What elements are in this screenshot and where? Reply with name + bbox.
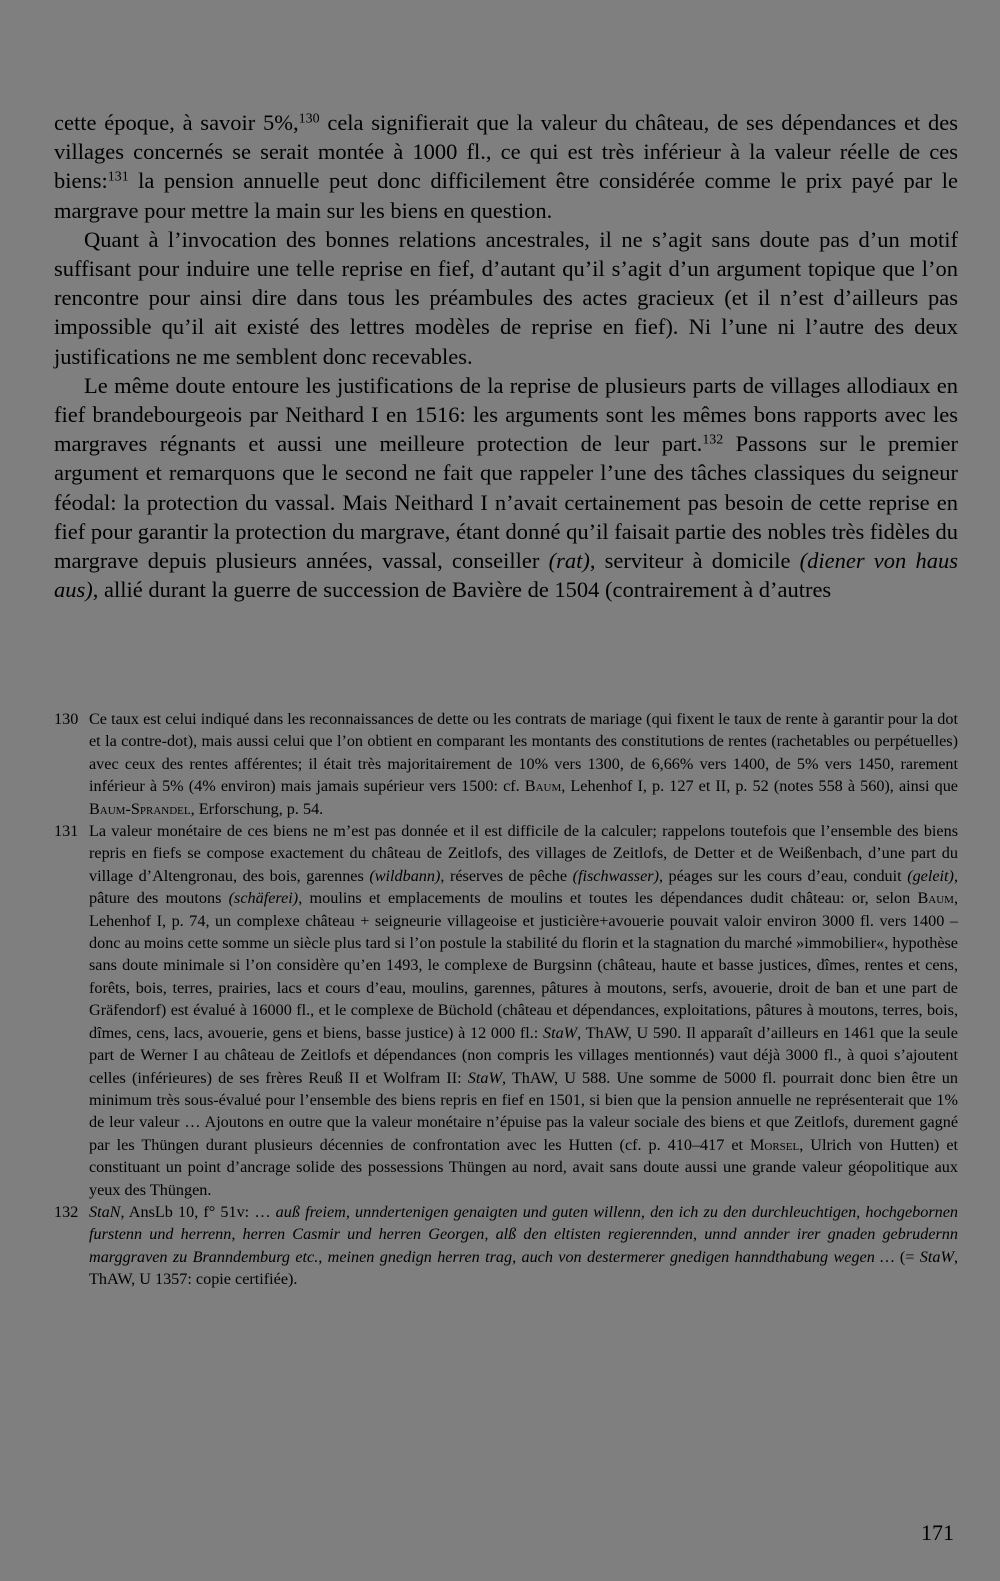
footnote-ref-132[interactable]: 132 [702, 432, 724, 448]
italic-term: (geleit) [907, 866, 954, 885]
footnote-number: 132 [54, 1202, 79, 1221]
text-run: Quant à l’invocation des bonnes relations ancestrales, il ne s’agit sans doute pas d’un motif suffisant pour induire une telle reprise en fief, d’autant qu’il s’agit d’un argument topique que l’on rencontre pour ainsi dire dans tous les préambules des actes gracieux (et il n’est d’ailleurs pas impossible qu’il ait existé des lettres modèles de reprise en fief). Ni l’une ni l’autre des deux justifications ne me semblent donc recevables. [54, 226, 958, 369]
text-run: cette époque, à savoir 5%, [54, 110, 299, 135]
italic-term: (diener von haus aus) [54, 548, 958, 603]
footnote-number: 130 [54, 710, 79, 728]
author-name: Morsel [750, 1135, 800, 1154]
footnotes [54, 708, 958, 1291]
text-run: Ce taux est celui indiqué dans les reconnaissances de dette ou les contrats de mariage (qui fixent le taux de rente à garantir pour la dot et la contre-dot), mais aussi celui que l’on obtient en comparant les montants des constitutions de rentes (rachetables ou perpétuelles) avec ceux des rentes afférentes; il était très majoritairement de 10% vers 1300, de 6,66% vers 1400, de 5% vers 1450, rarement inférieur à 5% (4% environ) mais jamais supérieur vers 1500: cf. [89, 710, 958, 796]
italic-term: (schäferei) [228, 889, 299, 908]
text-run: , péages sur les cours d’eau, conduit [658, 866, 908, 885]
footnote-131 [54, 820, 958, 1201]
text-run: la pension annuelle peut donc difficilement être considérée comme le prix payé par le margrave pour mettre la main sur les biens en question. [54, 168, 958, 223]
footnote-132 [54, 1201, 958, 1291]
text-run: cela signifierait que la valeur du château, de ses dépendances et des villages concernés se serait montée à 1000 fl., ce qui est très inférieur à la valeur réelle de ces biens: [54, 110, 958, 194]
text-run: , Ulrich von Hutten) et constituant un point d’ancrage solide des possessions Thüngen au nord, avait sans doute aussi une grande valeur géopolitique aux yeux des Thüngen. [89, 1135, 958, 1199]
quoted-source: auß freiem, unndertenigen genaigten und guten willenn, den ich zu den durchleuchtigen, hochgebornen furstenn und herrenn, herren Casmir und herren Georgen, alß den eltisten regierennden, unnd annder irer gnaden gebrudernn marggraven zu Branndemburg etc., meinen gnedign herren trag, auch von destermerer gnedigen hanndthabung wegen … [89, 1202, 958, 1266]
text-run: Passons sur le premier argument et remarquons que le second ne fait que rappeler l’une des tâches classiques du seigneur féodal: la protection du vassal. Mais Neithard I n’avait certainement pas besoin de cette reprise en fief pour garantir la protection du margrave, étant donné qu’il faisait partie des nobles très fidèles du margrave depuis plusieurs années, vassal, conseiller [54, 431, 958, 574]
archive-abbrev: StaW [467, 1068, 502, 1087]
italic-term: (wildbann) [369, 866, 441, 885]
text-run: , Erforschung, p. 54. [190, 799, 324, 818]
author-name: Baum [524, 777, 562, 796]
text-run: , ThAW, U 590. Il apparaît d’ailleurs en 1461 que la seule part de Werner I au château de Zeitlofs et dépendances (non compris les villages mentionnés) vaut déjà 3000 fl., à quoi s’ajoutent celles (inférieures) de ses frères Reuß II et Wolfram II: [89, 1023, 958, 1087]
text-run: , pâture des moutons [89, 866, 958, 908]
text-run: Le même doute entoure les justifications de la reprise de plusieurs parts de villages allodiaux en fief brandebourgeois par Neithard I en 1516: les arguments sont les mêmes bons rapports avec les margraves régnants et aussi une meilleure protection de leur part. [54, 372, 958, 457]
text-run: , moulins et emplacements de moulins et toutes les dépendances dudit château: or, selon [298, 889, 918, 908]
footnote-ref-130[interactable]: 130 [298, 111, 320, 127]
archive-abbrev: StaN [89, 1202, 121, 1221]
footnote-ref-131[interactable]: 131 [107, 169, 129, 185]
author-name: Baum-Sprandel [89, 799, 191, 818]
main-text [54, 108, 958, 604]
archive-abbrev: StaW [543, 1023, 578, 1042]
paragraph-3 [54, 371, 958, 605]
paragraph-1 [54, 108, 958, 225]
page-number: 171 [921, 1520, 954, 1545]
text-run: , ThAW, U 588. Une somme de 5000 fl. pourrait donc bien être un minimum très sous-évalué pour l’ensemble des biens repris en fief en 1501, si bien que la pension annuelle ne représenterait que 1% de leur valeur … Ajoutons en outre que la valeur monétaire n’épuise pas la valeur sociale des biens et que Zeitlofs, durement gagné par les Thüngen durant plusieurs décennies de confrontation avec les Hutten (cf. p. 410–417 et [89, 1068, 958, 1154]
paragraph-2 [54, 225, 958, 371]
text-run: , Lehenhof I, p. 127 et II, p. 52 (notes 558 à 560), ainsi que [561, 777, 958, 796]
text-run: , Lehenhof I, p. 74, un complexe château + seigneurie villageoise et justicière+avouerie pouvait valoir environ 3000 fl. vers 1400 – donc au moins cette somme un siècle plus tard si l’on postule la stabilité du florin et la stagnation du marché »immobilier«, hypothèse sans doute minimale si l’on considère qu’en 1493, le complexe de Burgsinn (château, haute et basse justices, dîmes, rentes et cens, forêts, bois, terres, prairies, lacs et cours d’eau, moulins, garennes, pâtures à moutons, serfs, avouerie, droit de ban et une part de Gräfendorf) est évalué à 16000 fl., et le complexe de Büchold (château et dépendances, exploitations, pâtures à moutons, terres, bois, dîmes, cens, lacs, avouerie, gens et biens, basse justice) à 12 000 fl.: [89, 889, 958, 1042]
footnote-number: 131 [54, 822, 79, 841]
text-run: , serviteur à domicile [589, 548, 800, 574]
footnote-130 [54, 708, 958, 820]
italic-term: (fischwasser) [572, 866, 659, 885]
footnote-text [89, 708, 958, 820]
footnote-text [89, 1201, 958, 1291]
text-run: , AnsLb 10, f° 51v: … [120, 1202, 276, 1221]
text-run: , ThAW, U 1357: copie certifiée). [89, 1247, 958, 1289]
text-run: , réserves de pêche [440, 866, 573, 885]
author-name: Baum [917, 889, 954, 908]
archive-abbrev: StaW [919, 1247, 954, 1266]
text-run: , allié durant la guerre de succession de Bavière de 1504 (contrairement à d’autres [92, 577, 832, 603]
text-run: (= [894, 1247, 920, 1266]
footnote-text [89, 820, 958, 1201]
text-run: La valeur monétaire de ces biens ne m’est pas donnée et il est difficile de la calculer; rappelons toutefois que l’ensemble des biens repris en fiefs se compose exactement du château de Zeitlofs, des villages de Zeitlofs, de Detter et de Weißenbach, d’une part du village d’Altengronau, des bois, garennes [89, 822, 958, 885]
italic-term: (rat) [548, 548, 590, 574]
